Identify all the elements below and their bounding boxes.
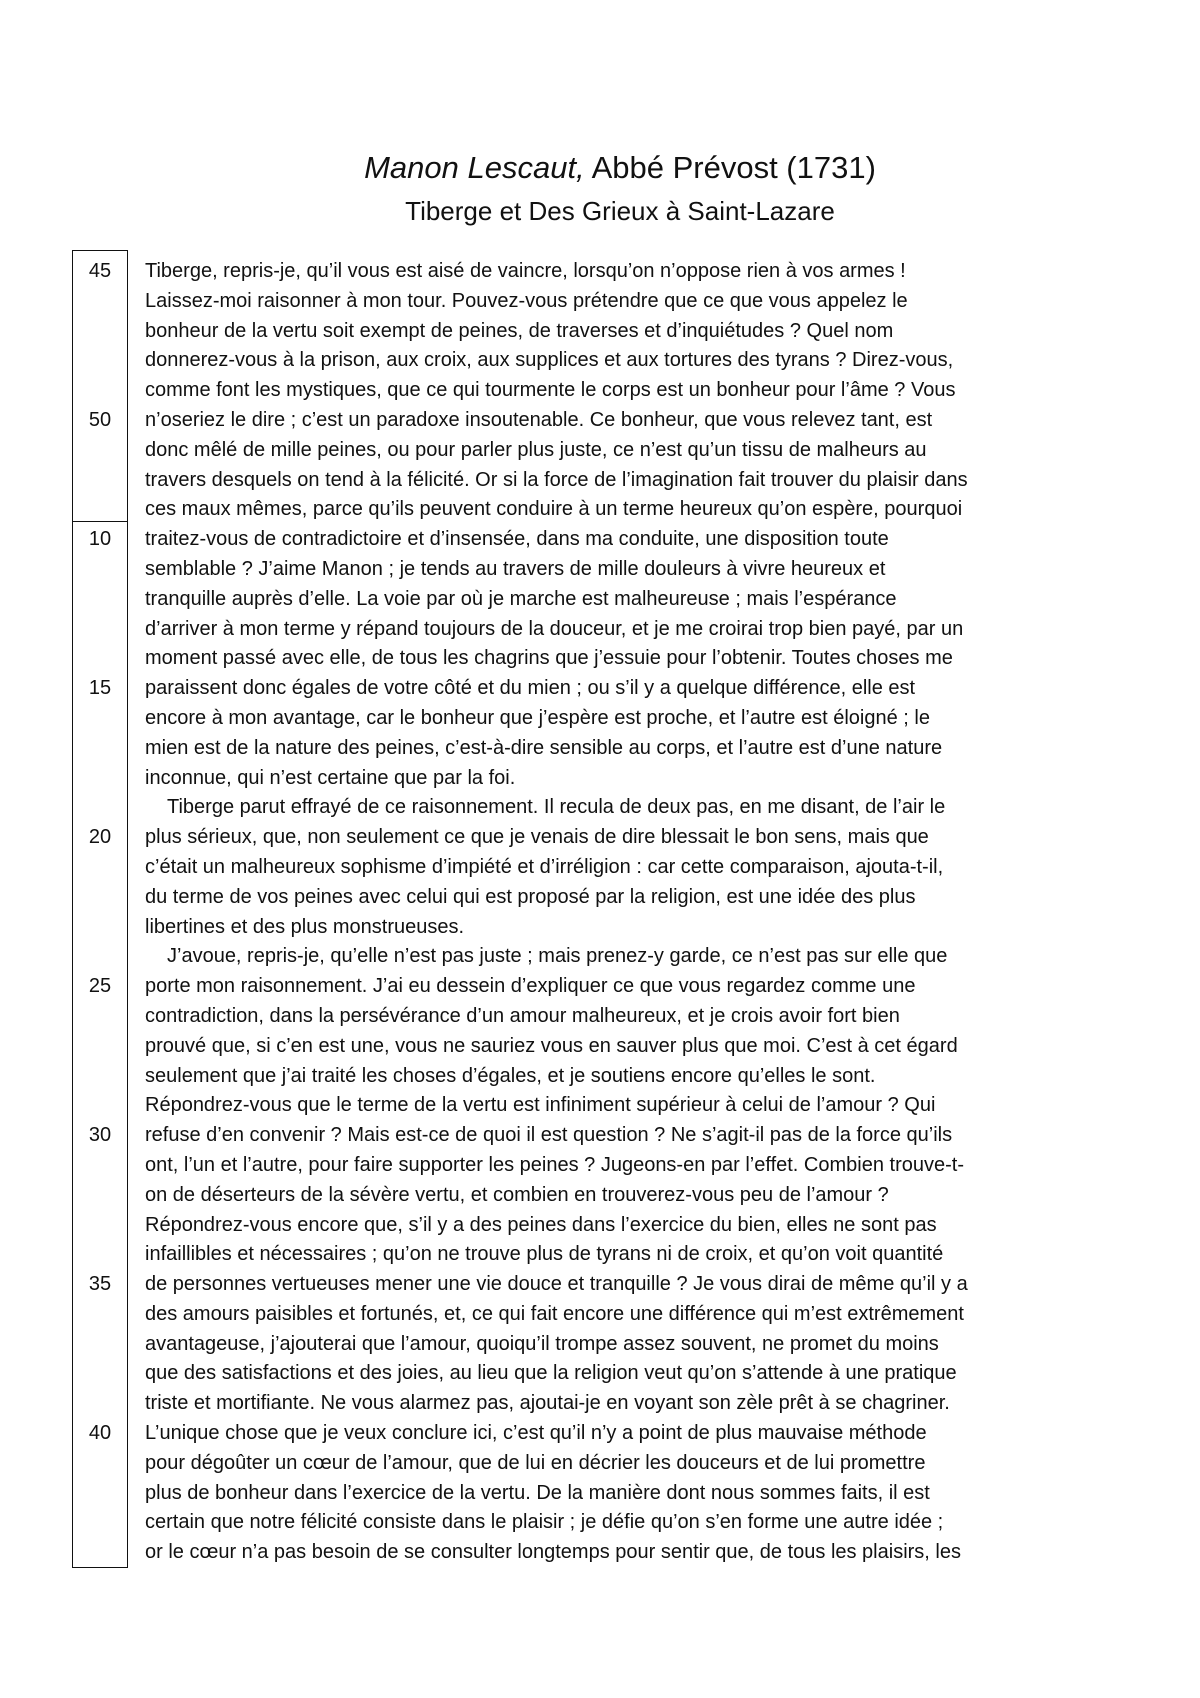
text-line: prouvé que, si c’en est une, vous ne sauriez vous en sauver plus que moi. C’est à cet égard <box>145 1034 958 1057</box>
page-subtitle: Tiberge et Des Grieux à Saint-Lazare <box>405 196 835 226</box>
body-text <box>145 257 1075 1568</box>
line-number: 15 <box>88 677 112 699</box>
text-line: or le cœur n’a pas besoin de se consulter longtemps pour sentir que, de tous les plaisirs, les <box>145 1541 961 1564</box>
text-line: pour dégoûter un cœur de l’amour, que de lui en décrier les douceurs et de lui promettre <box>145 1451 926 1474</box>
text-line: que des satisfactions et des joies, au lieu que la religion veut qu’on s’attende à une pratique <box>145 1362 957 1385</box>
text-line: de personnes vertueuses mener une vie douce et tranquille ? Je vous dirai de même qu’il y a <box>145 1273 968 1296</box>
text-line: refuse d’en convenir ? Mais est-ce de quoi il est question ? Ne s’agit-il pas de la force qu’ils <box>145 1124 953 1147</box>
text-line: avantageuse, j’ajouterai que l’amour, quoiqu’il trompe assez souvent, ne promet du moins <box>145 1332 939 1355</box>
text-line: seulement que j’ai traité les choses d’égales, et je soutiens encore qu’elles le sont. <box>145 1064 876 1087</box>
text-line: infaillibles et nécessaires ; qu’on ne trouve plus de tyrans ni de croix, et qu’on voit quantité <box>145 1243 944 1266</box>
text-line: encore à mon avantage, car le bonheur que j’espère est proche, et l’autre est éloigné ; le <box>145 706 930 729</box>
text-line: Répondrez-vous encore que, s’il y a des peines dans l’exercice du bien, elles ne sont pas <box>145 1213 937 1236</box>
text-line: plus de bonheur dans l’exercice de la vertu. De la manière dont nous sommes faits, il est <box>145 1481 930 1504</box>
line-number: 30 <box>88 1124 112 1146</box>
text-line: des amours paisibles et fortunés, et, ce qui fait encore une différence qui m’est extrêmement <box>145 1302 964 1325</box>
text-line: Tiberge, repris-je, qu’il vous est aisé de vaincre, lorsqu’on n’oppose rien à vos armes ! <box>145 260 906 282</box>
text-line: c’était un malheureux sophisme d’impiété et d’irréligion : car cette comparaison, ajouta-t-il, <box>145 855 944 878</box>
text-line: paraissent donc égales de votre côté et du mien ; ou s’il y a quelque différence, elle est <box>145 677 916 700</box>
text-line: J’avoue, repris-je, qu’elle n’est pas juste ; mais prenez-y garde, ce n’est pas sur elle que <box>167 945 948 968</box>
line-number: 45 <box>88 260 112 282</box>
title-italic: Manon Lescaut, <box>364 150 585 185</box>
line-number-box-top <box>72 250 128 522</box>
text-line: inconnue, qui n’est certaine que par la foi. <box>145 766 516 789</box>
line-number: 10 <box>88 528 112 550</box>
text-line: bonheur de la vertu soit exempt de peines, de traverses et d’inquiétudes ? Quel nom <box>145 319 894 342</box>
text-line: mien est de la nature des peines, c’est-à-dire sensible au corps, et l’autre est d’une nature <box>145 736 943 759</box>
line-number: 35 <box>88 1273 112 1295</box>
text-line: Laissez-moi raisonner à mon tour. Pouvez-vous prétendre que ce que vous appelez le <box>145 289 908 312</box>
page-title <box>0 148 1200 188</box>
text-line: contradiction, dans la persévérance d’un amour malheureux, et je crois avoir fort bien <box>145 1004 900 1027</box>
line-number: 40 <box>88 1422 112 1444</box>
line-number: 25 <box>88 975 112 997</box>
line-number: 20 <box>88 826 112 848</box>
text-line: semblable ? J’aime Manon ; je tends au travers de mille douleurs à vivre heureux et <box>145 557 886 580</box>
text-line: certain que notre félicité consiste dans le plaisir ; je défie qu’on s’en forme une autre idée ; <box>145 1511 944 1534</box>
text-line: L’unique chose que je veux conclure ici, c’est qu’il n’y a point de plus mauvaise méthode <box>145 1422 927 1445</box>
text-line: traitez-vous de contradictoire et d’insensée, dans ma conduite, une disposition toute <box>145 528 889 551</box>
text-line: porte mon raisonnement. J’ai eu dessein d’expliquer ce que vous regardez comme une <box>145 975 916 998</box>
text-line: plus sérieux, que, non seulement ce que je venais de dire blessait le bon sens, mais que <box>145 826 929 849</box>
text-line: Répondrez-vous que le terme de la vertu est infiniment supérieur à celui de l’amour ? Qui <box>145 1094 936 1117</box>
text-line: n’oseriez le dire ; c’est un paradoxe insoutenable. Ce bonheur, que vous relevez tant, est <box>145 408 933 431</box>
text-line: on de déserteurs de la sévère vertu, et combien en trouverez-vous peu de l’amour ? <box>145 1183 889 1206</box>
line-number: 50 <box>88 409 112 431</box>
text-line: comme font les mystiques, que ce qui tourmente le corps est un bonheur pour l’âme ? Vous <box>145 379 956 402</box>
text-line: libertines et des plus monstrueuses. <box>145 915 465 938</box>
title-author-date: Abbé Prévost (1731) <box>584 150 876 185</box>
text-line: Tiberge parut effrayé de ce raisonnement. Il recula de deux pas, en me disant, de l’air le <box>167 796 946 819</box>
text-line: ces maux mêmes, parce qu’ils peuvent conduire à un terme heureux qu’on espère, pourquoi <box>145 498 963 521</box>
text-line: moment passé avec elle, de tous les chagrins que j’essuie pour l’obtenir. Toutes choses me <box>145 647 953 670</box>
text-line: donc mêlé de mille peines, ou pour parler plus juste, ce n’est qu’un tissu de malheurs au <box>145 438 927 461</box>
text-line: donnerez-vous à la prison, aux croix, aux supplices et aux tortures des tyrans ? Direz-vous, <box>145 349 954 372</box>
text-line: tranquille auprès d’elle. La voie par où je marche est malheureuse ; mais l’espérance <box>145 587 897 610</box>
text-line: d’arriver à mon terme y répand toujours de la douceur, et je me croirai trop bien payé, par un <box>145 617 964 640</box>
text-line: du terme de vos peines avec celui qui est proposé par la religion, est une idée des plus <box>145 885 916 908</box>
text-line: triste et mortifiante. Ne vous alarmez pas, ajoutai-je en voyant son zèle prêt à se chagriner. <box>145 1392 950 1415</box>
text-line: travers desquels on tend à la félicité. Or si la force de l’imagination fait trouver du plaisir dans <box>145 468 968 491</box>
text-line: ont, l’un et l’autre, pour faire supporter les peines ? Jugeons-en par l’effet. Combien trouve-t- <box>145 1153 964 1176</box>
